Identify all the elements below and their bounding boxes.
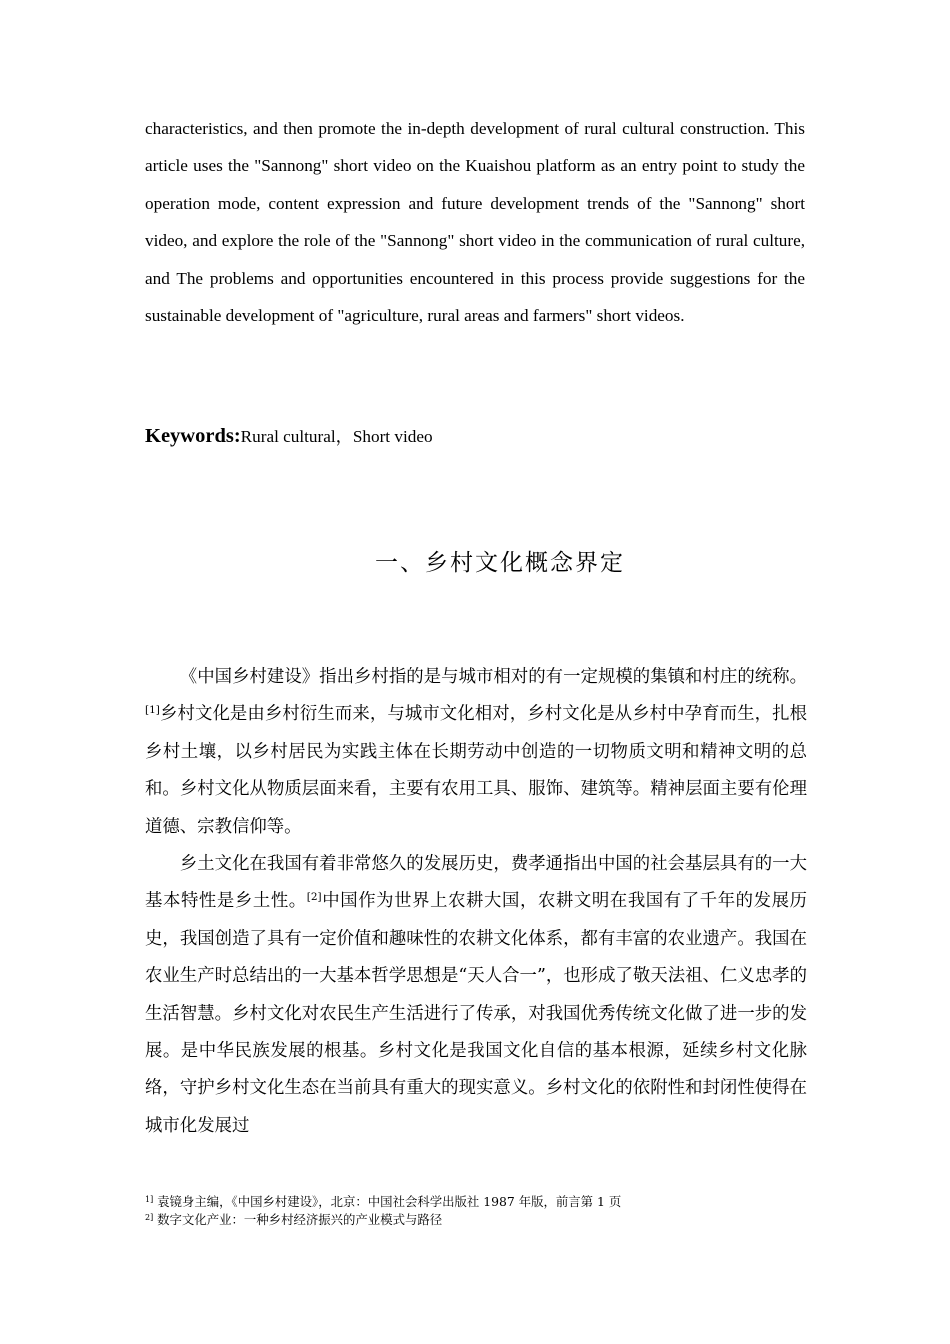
footnote-mark: 2] xyxy=(145,1212,154,1222)
keywords-line xyxy=(145,421,805,452)
footnote xyxy=(145,1193,805,1211)
body-paragraph xyxy=(145,659,807,846)
paragraph-text: 乡土文化在我国有着非常悠久的发展历史，费孝通指出中国的社会基层具有的一大基本特性是乡土性。 xyxy=(145,854,807,912)
footnote xyxy=(145,1211,805,1229)
section-heading: 一、乡村文化概念界定 xyxy=(375,550,625,576)
paragraph-text: 中国作为世界上农耕大国，农耕文明在我国有了千年的发展历史，我国创造了具有一定价值和趣味性的农耕文化体系，都有丰富的农业遗产。我国在农业生产时总结出的一大基本哲学思想是“天人合一”，也形成了敬天法祖、仁义忠孝的生活智慧。乡村文化对农民生产生活进行了传承，对我国优秀传统文化做了进一步的发展。是中华民族发展的根基。乡村文化是我国文化自信的基本根源，延续乡村文化脉络，守护乡村文化生态在当前具有重大的现实意义。乡村文化的依附性和封闭性使得在城市化发展过 xyxy=(145,891,807,1136)
footnotes xyxy=(145,1193,805,1228)
footnote-text: 数字文化产业：一种乡村经济振兴的产业模式与路径 xyxy=(153,1211,443,1227)
body-text xyxy=(145,659,807,1145)
citation-ref: [1] xyxy=(145,704,160,717)
body-paragraph xyxy=(145,846,807,1145)
citation-ref: [2] xyxy=(306,891,322,904)
paragraph-text: 《中国乡村建设》指出乡村指的是与城市相对的有一定规模的集镇和村庄的统称。 xyxy=(179,667,807,687)
keywords-value: Rural cultural，Short video xyxy=(240,427,433,446)
paragraph-text: 乡村文化是由乡村衍生而来，与城市文化相对，乡村文化是从乡村中孕育而生，扎根乡村土壤，以乡村居民为实践主体在长期劳动中创造的一切物质文明和精神文明的总和。乡村文化从物质层面来看，主要有农用工具、服饰、建筑等。精神层面主要有伦理道德、宗教信仰等。 xyxy=(145,704,807,837)
abstract-paragraph: characteristics, and then promote the in-depth development of rural cultural construction. This article uses the "Sannong" short video on the Kuaishou platform as an entry point to study the operation mode, content expression and future development trends of the "Sannong" short video, and explore the role of the "Sannong" short video in the communication of rural culture, and The problems and opportunities encountered in this process provide suggestions for the sustainable development of "agriculture, rural areas and farmers" short videos. xyxy=(145,119,805,326)
footnote-text: 袁镜身主编，《中国乡村建设》，北京：中国社会科学出版社 1987 年版，前言第 1 页 xyxy=(153,1194,622,1209)
keywords-label: Keywords: xyxy=(145,425,241,447)
footnote-mark: 1] xyxy=(145,1195,154,1204)
